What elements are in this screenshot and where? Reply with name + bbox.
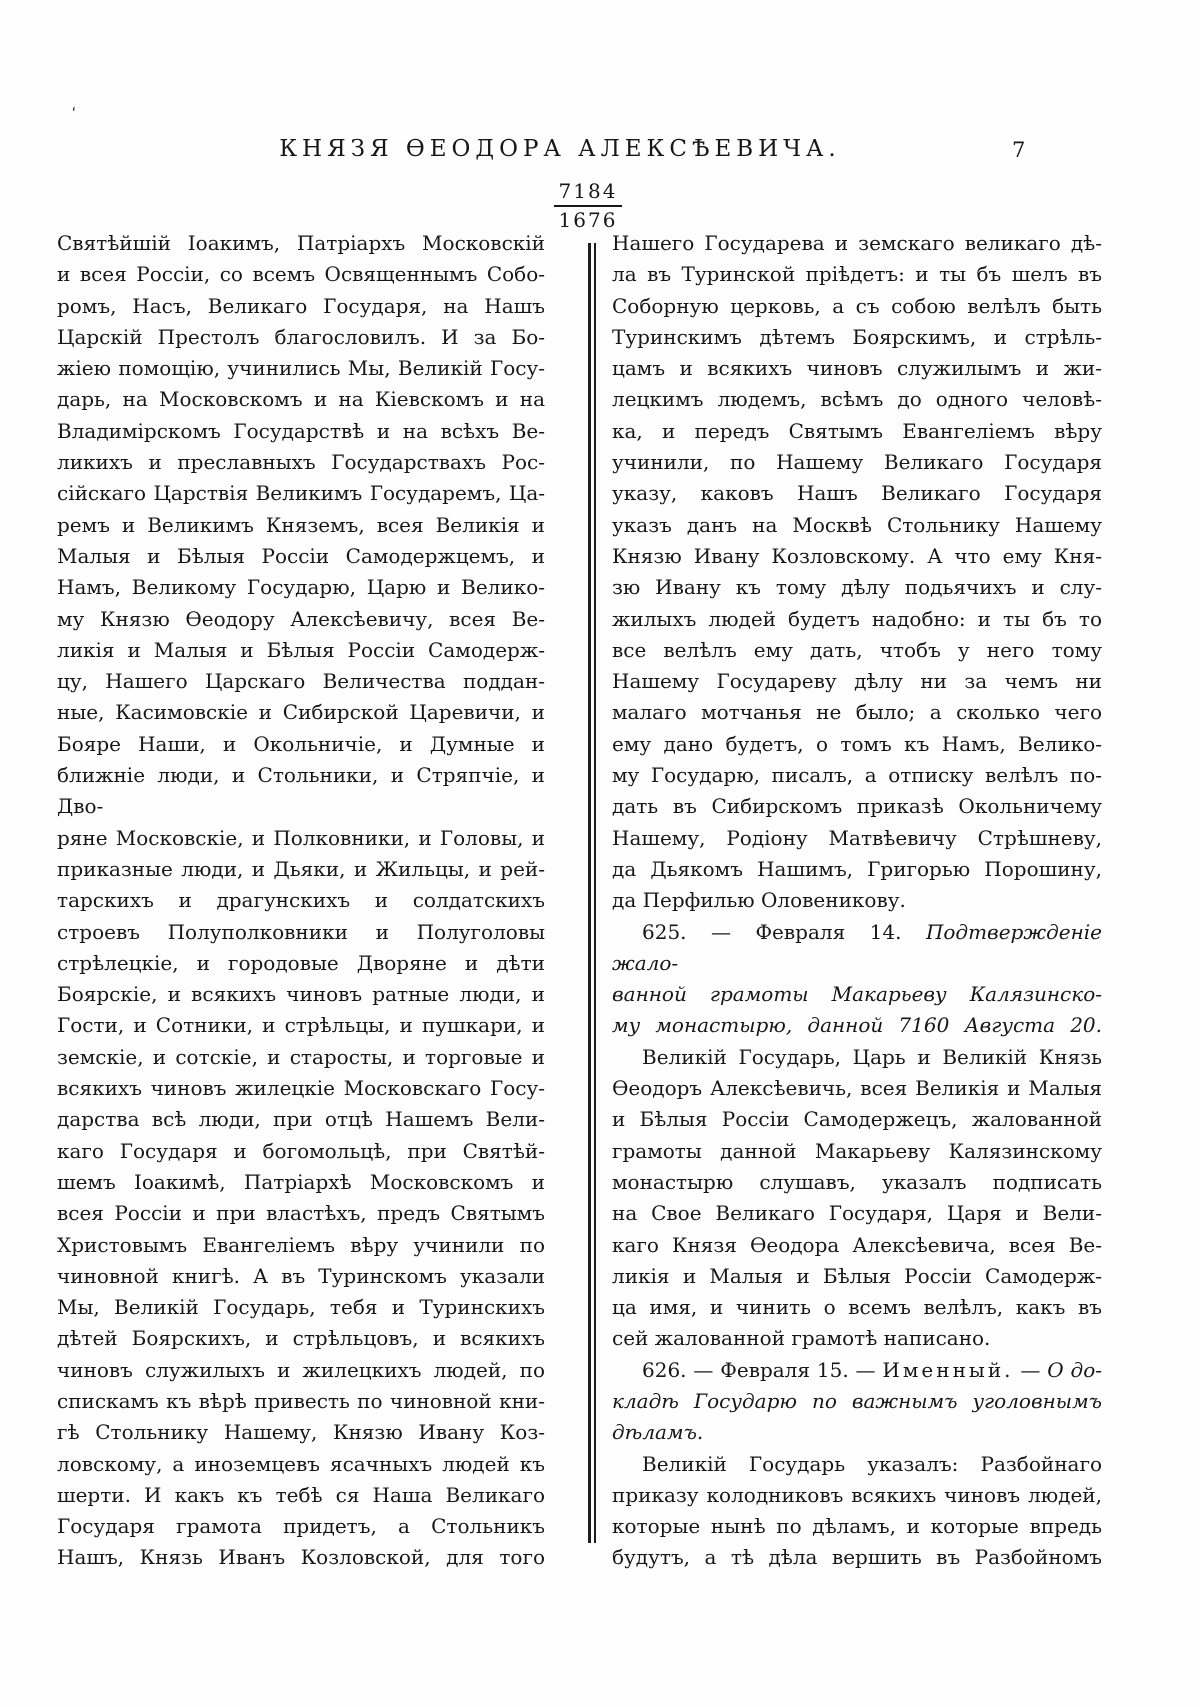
body-text: всякихъ чиновъ жилецкіе Московскаго Госу- <box>57 1076 545 1101</box>
text-line <box>57 1010 545 1041</box>
body-text: и Бѣлыя Россіи Самодержецъ, жалованной <box>612 1107 1102 1132</box>
body-text: чиновъ служилыхъ и жилецкихъ людей, по <box>57 1357 545 1382</box>
text-line <box>612 291 1102 322</box>
body-text: цамъ и всякихъ чиновъ служилымъ и жи- <box>612 356 1102 381</box>
body-text: которые нынѣ по дѣламъ, и которые впредь <box>612 1514 1102 1539</box>
text-line <box>612 1355 1102 1386</box>
text-line <box>612 854 1102 885</box>
text-line <box>612 1167 1102 1198</box>
body-text: тарскихъ и драгунскихъ и солдатскихъ <box>57 888 545 913</box>
text-line <box>57 1073 545 1104</box>
text-line <box>612 760 1102 791</box>
body-text: грамоты данной Макарьеву Калязинскому <box>612 1138 1102 1163</box>
text-line <box>612 823 1102 854</box>
body-text: Туринскимъ дѣтемъ Боярскимъ, и стрѣль- <box>612 324 1102 349</box>
text-line <box>57 259 545 290</box>
column-right <box>612 228 1102 1574</box>
text-line <box>57 1261 545 1292</box>
text-line <box>612 635 1102 666</box>
text-line <box>57 1417 545 1448</box>
text-line <box>612 228 1102 259</box>
text-line <box>612 1542 1102 1573</box>
text-line <box>57 1230 545 1261</box>
text-line <box>57 572 545 603</box>
text-line <box>57 1542 545 1573</box>
text-line <box>57 1104 545 1135</box>
text-line <box>612 1292 1102 1323</box>
text-line <box>57 510 545 541</box>
running-title: КНЯЗЯ ѲЕОДОРА АЛЕКСѢЕВИЧА. <box>279 136 841 162</box>
text-line <box>57 353 545 384</box>
text-line <box>57 416 545 447</box>
text-line <box>57 1323 545 1354</box>
text-line <box>612 1386 1102 1417</box>
body-text: ромъ, Насъ, Великаго Государя, на Нашъ <box>57 293 545 318</box>
year-fraction-top: 7184 <box>554 179 623 207</box>
body-text: шерти. И какъ къ тебѣ ся Наша Великаго <box>57 1482 545 1507</box>
body-text: приказу колодниковъ всякихъ чиновъ людей, <box>612 1482 1102 1507</box>
italic-text: му монастырю, данной 7160 Августа 20. <box>612 1013 1102 1038</box>
body-text: жіею помощію, учинились Мы, Великій Госу- <box>57 356 545 381</box>
text-line <box>57 854 545 885</box>
text-line <box>57 478 545 509</box>
text-line <box>612 1042 1102 1073</box>
body-text: Нашъ, Князь Иванъ Козловской, для того <box>57 1545 545 1570</box>
text-line <box>612 1417 1102 1448</box>
text-line <box>612 322 1102 353</box>
text-line <box>612 729 1102 760</box>
body-text: Царскій Престолъ благословилъ. И за Бо- <box>57 324 545 349</box>
body-text: сійскаго Царствія Великимъ Государемъ, Ца- <box>57 481 545 506</box>
text-line <box>612 1261 1102 1292</box>
body-text: спискамъ къ вѣрѣ привесть по чиновной кни- <box>57 1388 545 1413</box>
text-line <box>57 1449 545 1480</box>
scan-artifact: ʻ <box>70 103 79 123</box>
text-line <box>57 447 545 478</box>
body-text: и всея Россіи, со всемъ Освященнымъ Собо- <box>57 262 545 287</box>
body-text: ближніе люди, и Стольники, и Стряпчіе, и Дво- <box>57 763 545 819</box>
body-text: жилыхъ людей будетъ надобно: и ты бъ то <box>612 606 1102 631</box>
text-line <box>612 1073 1102 1104</box>
body-text: Князю Ивану Козловскому. А что ему Кня- <box>612 543 1102 568</box>
column-left <box>57 228 545 1574</box>
body-text: да Дьякомъ Нашимъ, Григорью Порошину, <box>612 856 1102 881</box>
text-line <box>57 823 545 854</box>
body-text: ка, и передъ Святымъ Евангеліемъ вѣру <box>612 418 1102 443</box>
text-line <box>57 1136 545 1167</box>
body-text: учинили, по Нашему Великаго Государя <box>612 450 1102 475</box>
text-line <box>612 384 1102 415</box>
body-text: земскіе, и сотскіе, и старосты, и торговые и <box>57 1044 545 1069</box>
text-line <box>57 885 545 916</box>
body-text: Великій Государь указалъ: Разбойнаго <box>642 1451 1102 1476</box>
body-text: 625. — Февраля 14. <box>642 919 926 944</box>
body-text: — <box>1013 1357 1048 1382</box>
body-text: Бояре Наши, и Окольничіе, и Думные и <box>57 731 545 756</box>
body-text: указу, каковъ Нашъ Великаго Государя <box>612 481 1102 506</box>
text-line <box>57 1292 545 1323</box>
page-number: 7 <box>1012 138 1026 162</box>
body-text: дарь, на Московскомъ и на Кіевскомъ и на <box>57 387 545 412</box>
text-line <box>57 604 545 635</box>
text-line <box>612 1323 1102 1354</box>
body-text: малаго мотчанья не было; а сколько чего <box>612 700 1102 725</box>
text-line <box>612 1136 1102 1167</box>
body-text: Святѣйшій Іоакимъ, Патріархъ Московскій <box>57 231 545 255</box>
text-line <box>612 541 1102 572</box>
body-text: ликія и Малыя и Бѣлыя Россіи Самодерж- <box>57 637 545 662</box>
body-text: ликихъ и преславныхъ Государствахъ Рос- <box>57 450 545 475</box>
text-line <box>57 1480 545 1511</box>
body-text: все велѣлъ ему дать, чтобъ у него тому <box>612 637 1102 662</box>
text-line <box>57 384 545 415</box>
body-text: Ѳеодоръ Алексѣевичь, всея Великія и Малыя <box>612 1076 1102 1101</box>
text-line <box>57 917 545 948</box>
body-text: ла въ Туринской пріѣдетъ: и ты бъ шелъ въ <box>612 262 1102 287</box>
text-line <box>57 729 545 760</box>
body-text: на Свое Великаго Государя, Царя и Вели- <box>612 1201 1102 1226</box>
text-line <box>612 1230 1102 1261</box>
body-text: Мы, Великій Государь, тебя и Туринскихъ <box>57 1295 545 1320</box>
text-line <box>612 1010 1102 1041</box>
body-text: монастырю слушавъ, указалъ подписать <box>612 1169 1102 1194</box>
text-line <box>612 604 1102 635</box>
body-text: ные, Касимовскіе и Сибирской Царевичи, и <box>57 700 545 725</box>
body-text: ликія и Малыя и Бѣлыя Россіи Самодерж- <box>612 1263 1102 1288</box>
body-text: Нашему, Родіону Матвѣевичу Стрѣшневу, <box>612 825 1102 850</box>
text-line <box>612 259 1102 290</box>
text-line <box>57 948 545 979</box>
text-line <box>612 447 1102 478</box>
text-line <box>612 1104 1102 1135</box>
body-text: дарства всѣ люди, при отцѣ Нашемъ Вели- <box>57 1107 545 1132</box>
text-line <box>57 979 545 1010</box>
body-text: чиновной книгѣ. А въ Туринскомъ указали <box>57 1263 545 1288</box>
body-text: Нашему Государеву дѣлу ни за чемъ ни <box>612 669 1102 694</box>
body-text: приказные люди, и Дьяки, и Жильцы, и рей- <box>57 856 545 881</box>
body-text: да Перфилью Оловеникову. <box>612 888 906 913</box>
text-line <box>57 1042 545 1073</box>
body-text: указъ данъ на Москвѣ Стольнику Нашему <box>612 512 1102 537</box>
body-text: Малыя и Бѣлыя Россіи Самодержцемъ, и <box>57 543 545 568</box>
body-text: шемъ Іоакимѣ, Патріархѣ Московскомъ и <box>57 1169 545 1194</box>
italic-text: ванной грамоты Макарьеву Калязинско- <box>612 982 1102 1007</box>
body-text: ему дано будетъ, о томъ къ Намъ, Велико- <box>612 731 1102 756</box>
text-line <box>612 1511 1102 1542</box>
body-text: 626. — Февраля 15. — <box>642 1357 883 1382</box>
body-text: зю Ивану къ тому дѣлу подьячихъ и слу- <box>612 575 1102 600</box>
italic-text: кладѣ Государю по важнымъ уголовнымъ <box>612 1388 1102 1413</box>
italic-text: дѣламъ. <box>612 1420 704 1445</box>
text-line <box>612 666 1102 697</box>
year-fraction <box>538 179 638 232</box>
body-text: всея Россіи и при властѣхъ, предъ Святымъ <box>57 1201 545 1226</box>
body-text: Христовымъ Евангеліемъ вѣру учинили по <box>57 1232 545 1257</box>
letterspaced-text: Именный. <box>882 1357 1014 1382</box>
body-text: Боярскіе, и всякихъ чиновъ ратные люди, и <box>57 982 545 1007</box>
body-text: ловскому, а иноземцевъ ясачныхъ людей къ <box>57 1451 545 1476</box>
text-line <box>612 572 1102 603</box>
text-line <box>57 1355 545 1386</box>
text-line <box>612 510 1102 541</box>
text-line <box>57 1386 545 1417</box>
body-text: дать въ Сибирскомъ приказѣ Окольничему <box>612 794 1102 819</box>
text-line <box>612 1449 1102 1480</box>
body-text: Государя грамота придетъ, а Стольникъ <box>57 1514 545 1539</box>
text-line <box>57 635 545 666</box>
text-line <box>57 228 545 259</box>
year-fraction-bottom: 1676 <box>558 208 618 232</box>
body-text: стрѣлецкіе, и городовые Дворяне и дѣти <box>57 950 545 975</box>
text-line <box>612 917 1102 980</box>
body-text: каго Князя Ѳеодора Алексѣевича, всея Ве- <box>612 1232 1102 1257</box>
body-text: каго Государя и богомольцѣ, при Святѣй- <box>57 1138 545 1163</box>
body-text: Соборную церковь, а съ собою велѣлъ быть <box>612 293 1102 318</box>
text-line <box>57 541 545 572</box>
text-line <box>612 1480 1102 1511</box>
text-line <box>57 322 545 353</box>
text-line <box>57 697 545 728</box>
body-text: будутъ, а тѣ дѣла вершить въ Разбойномъ <box>612 1545 1102 1570</box>
text-line <box>57 291 545 322</box>
text-line <box>57 760 545 823</box>
body-text: Нашего Государева и земскаго великаго дѣ- <box>612 231 1102 255</box>
text-line <box>612 478 1102 509</box>
body-text: Намъ, Великому Государю, Царю и Велико- <box>57 575 545 600</box>
body-text: сей жалованной грамотѣ написано. <box>612 1326 991 1351</box>
body-text: гѣ Стольнику Нашему, Князю Ивану Коз- <box>57 1420 545 1445</box>
column-divider <box>588 243 596 1543</box>
text-line <box>57 1167 545 1198</box>
body-text: цу, Нашего Царскаго Величества поддан- <box>57 669 545 694</box>
body-text: лецкимъ людемъ, всѣмъ до одного человѣ- <box>612 387 1102 412</box>
text-line <box>612 353 1102 384</box>
italic-text: О до- <box>1047 1357 1103 1382</box>
body-text: строевъ Полуполковники и Полуголовы <box>57 919 545 944</box>
body-text: му Князю Ѳеодору Алексѣевичу, всея Ве- <box>57 606 545 631</box>
body-text: ца имя, и чинить о всемъ велѣлъ, какъ въ <box>612 1295 1102 1320</box>
body-text: ремъ и Великимъ Княземъ, всея Великія и <box>57 512 545 537</box>
text-line <box>57 666 545 697</box>
text-line <box>612 697 1102 728</box>
body-text: Владимірскомъ Государствѣ и на всѣхъ Ве- <box>57 418 545 443</box>
text-line <box>57 1511 545 1542</box>
body-text: му Государю, писалъ, а отписку велѣлъ по- <box>612 763 1102 788</box>
body-text: дѣтей Боярскихъ, и стрѣльцовъ, и всякихъ <box>57 1326 545 1351</box>
text-line <box>57 1198 545 1229</box>
body-text: Гости, и Сотники, и стрѣльцы, и пушкари, и <box>57 1013 545 1038</box>
italic-text: Подтвержденіе жало- <box>612 919 1102 975</box>
body-text: ряне Московскіе, и Полковники, и Головы, и <box>57 825 545 850</box>
text-line <box>612 1198 1102 1229</box>
text-line <box>612 791 1102 822</box>
text-line <box>612 416 1102 447</box>
text-line <box>612 979 1102 1010</box>
body-text: Великій Государь, Царь и Великій Князь <box>642 1044 1102 1069</box>
text-line <box>612 885 1102 916</box>
